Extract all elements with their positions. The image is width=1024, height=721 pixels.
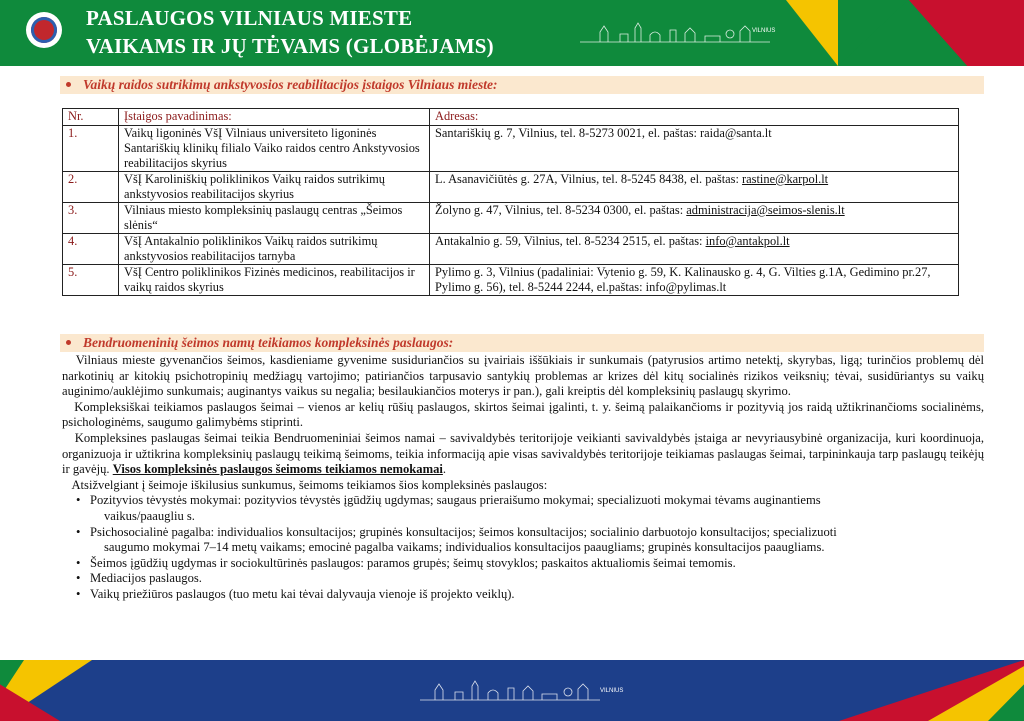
logo-icon <box>26 12 62 48</box>
row-name: Vilniaus miesto kompleksinių paslaugų centras „Šeimos slėnis“ <box>119 203 430 234</box>
row-nr: 1. <box>63 126 119 172</box>
header-nr: Nr. <box>63 109 119 126</box>
email-link[interactable]: rastine@karpol.lt <box>742 172 829 186</box>
row-name: Vaikų ligoninės VšĮ Vilniaus universiteto ligoninės Santariškių klinikų filialo Vaiko raidos centro Ankstyvosios reabilitacijos skyrius <box>119 126 430 172</box>
row-nr: 2. <box>63 172 119 203</box>
title-line-2: VAIKAMS IR JŲ TĖVAMS (GLOBĖJAMS) <box>86 34 494 58</box>
paragraph-list-intro: Atsižvelgiant į šeimoje iškilusius sunkumus, šeimoms teikiamos šios kompleksinės paslaugos: <box>71 477 548 492</box>
row-address: Žolyno g. 47, Vilnius, tel. 8-5234 0300, el. paštas: administracija@seimos-slenis.lt <box>430 203 959 234</box>
title-line-1: PASLAUGOS VILNIAUS MIESTE <box>86 6 413 30</box>
header-brand: VILNIUS <box>752 28 776 34</box>
row-nr: 3. <box>63 203 119 234</box>
table-row <box>63 126 959 172</box>
row-nr: 4. <box>63 234 119 265</box>
row-address: L. Asanavičiūtės g. 27A, Vilnius, tel. 8-5245 8438, el. paštas: rastine@karpol.lt <box>430 172 959 203</box>
header-name: Įstaigos pavadinimas: <box>119 109 430 126</box>
page-footer <box>0 660 1024 721</box>
page-title <box>86 4 494 60</box>
list-item: • Psichosocialinė pagalba: individualios konsultacijos; grupinės konsultacijos; šeimos konsultacijos; socialinio darbuotojo konsultacijos; specializuoti saugumo mokymai 7–14 metų vaikams; emocinė pagalba vaikams; individualios konsultacijos paaugliams; grupinės konsultacijos paaugliams. <box>78 525 984 556</box>
free-services-note: Visos kompleksinės paslaugos šeimoms teikiamos nemokamai <box>112 462 443 477</box>
row-address: Pylimo g. 3, Vilnius (padaliniai: Vytenio g. 59, K. Kalinausko g. 4, G. Vilties g.1A, Gedimino pr.27, Pylimo g. 56), tel. 8-5244 2244, el.paštas: info@pylimas.lt <box>430 265 959 296</box>
row-name: VšĮ Centro poliklinikos Fizinės medicinos, reabilitacijos ir vaikų raidos skyrius <box>119 265 430 296</box>
family-services-body <box>62 353 984 603</box>
header-address: Adresas: <box>430 109 959 126</box>
bullet-icon <box>66 340 71 345</box>
row-address: Antakalnio g. 59, Vilnius, tel. 8-5234 2515, el. paštas: info@antakpol.lt <box>430 234 959 265</box>
paragraph-providers: Kompleksines paslaugas šeimai teikia Bendruomeniniai šeimos namai – savivaldybės teritorijoje veikianti savivaldybės įstaiga ar nevyriausybinė organizacija, kuri koordinuoja, organizuoja ir užtikrina kompleksinių paslaugų teikimą šeimoms, teikia informaciją apie visas savivaldybės teritorijoje teikiamas paslaugas šeimai, tarpininkauja tarp paslaugų teikėjų ir gavėjų. Visos kompleksinės paslaugos šeimoms teikiamos nemokamai. <box>62 430 984 477</box>
services-list <box>62 493 984 602</box>
paragraph-definition: Kompleksiškai teikiamos paslaugos šeimai – vienos ar kelių rūšių paslaugos, skirtos šeimai įgalinti, t. y. šeimą palaikančioms ir pozityvią jos raidą užtikrinančioms socialinėms, psichologinėms, saugumo galimybėms stiprinti. <box>62 399 984 430</box>
table-row <box>63 203 959 234</box>
email-link[interactable]: administracija@seimos-slenis.lt <box>686 203 845 217</box>
table-row <box>63 172 959 203</box>
section-heading-text: Vaikų raidos sutrikimų ankstyvosios reabilitacijos įstaigos Vilniaus mieste: <box>83 77 498 92</box>
table-row <box>63 234 959 265</box>
page-header <box>0 0 1024 66</box>
section-heading-family-services <box>60 334 984 352</box>
email-link[interactable]: info@antakpol.lt <box>705 234 790 248</box>
row-name: VšĮ Antakalnio poliklinikos Vaikų raidos sutrikimų ankstyvosios reabilitacijos tarnyba <box>119 234 430 265</box>
decor-red-triangle <box>896 0 1024 66</box>
bullet-icon <box>66 82 71 87</box>
city-skyline-icon <box>420 678 610 706</box>
table-header-row <box>63 109 959 126</box>
section-heading-text: Bendruomeninių šeimos namų teikiamos kompleksinės paslaugos: <box>83 335 454 350</box>
list-item: • Pozityvios tėvystės mokymai: pozityvios tėvystės įgūdžių ugdymas; saugaus prieraišumo mokymai; specializuoti mokymai tėvams auginantiems vaikus/paaugliu s. <box>78 493 984 524</box>
row-address: Santariškių g. 7, Vilnius, tel. 8-5273 0021, el. paštas: raida@santa.lt <box>430 126 959 172</box>
city-skyline-icon <box>580 20 770 48</box>
list-item: • Vaikų priežiūros paslaugos (tuo metu kai tėvai dalyvauja vienoje iš projekto veiklų). <box>78 587 984 603</box>
row-name: VšĮ Karoliniškių poliklinikos Vaikų raidos sutrikimų ankstyvosios reabilitacijos skyrius <box>119 172 430 203</box>
table-row <box>63 265 959 296</box>
institutions-table <box>62 108 959 296</box>
list-item: • Šeimos įgūdžių ugdymas ir sociokultūrinės paslaugos: paramos grupės; šeimų stovyklos; paskaitos aktualiomis šeimai temomis. <box>78 556 984 572</box>
paragraph-intro: Vilniaus mieste gyvenančios šeimos, kasdieniame gyvenime susiduriančios su įvairiais iššūkiais ir sunkumais (patyrusios artimo netektį, skyrybas, ligą; turinčios problemų dėl narkotinių ar kitokių psichotropinių medžiagų vartojimo; patiriančios tarpusavio santykių problemas ar krizes dėl kitų socialinės rizikos veiksnių; tėvai, susidūriantys su vaikų auginimo/auklėjimo sunkumais; auginantys vaikus su negalia; besilaukiančios moterys ir pan.), gali kreiptis dėl kompleksinių paslaugų skyrimo. <box>62 353 984 399</box>
list-item: • Mediacijos paslaugos. <box>78 571 984 587</box>
row-nr: 5. <box>63 265 119 296</box>
section-heading-rehab <box>60 76 984 94</box>
footer-brand: VILNIUS <box>600 688 624 694</box>
